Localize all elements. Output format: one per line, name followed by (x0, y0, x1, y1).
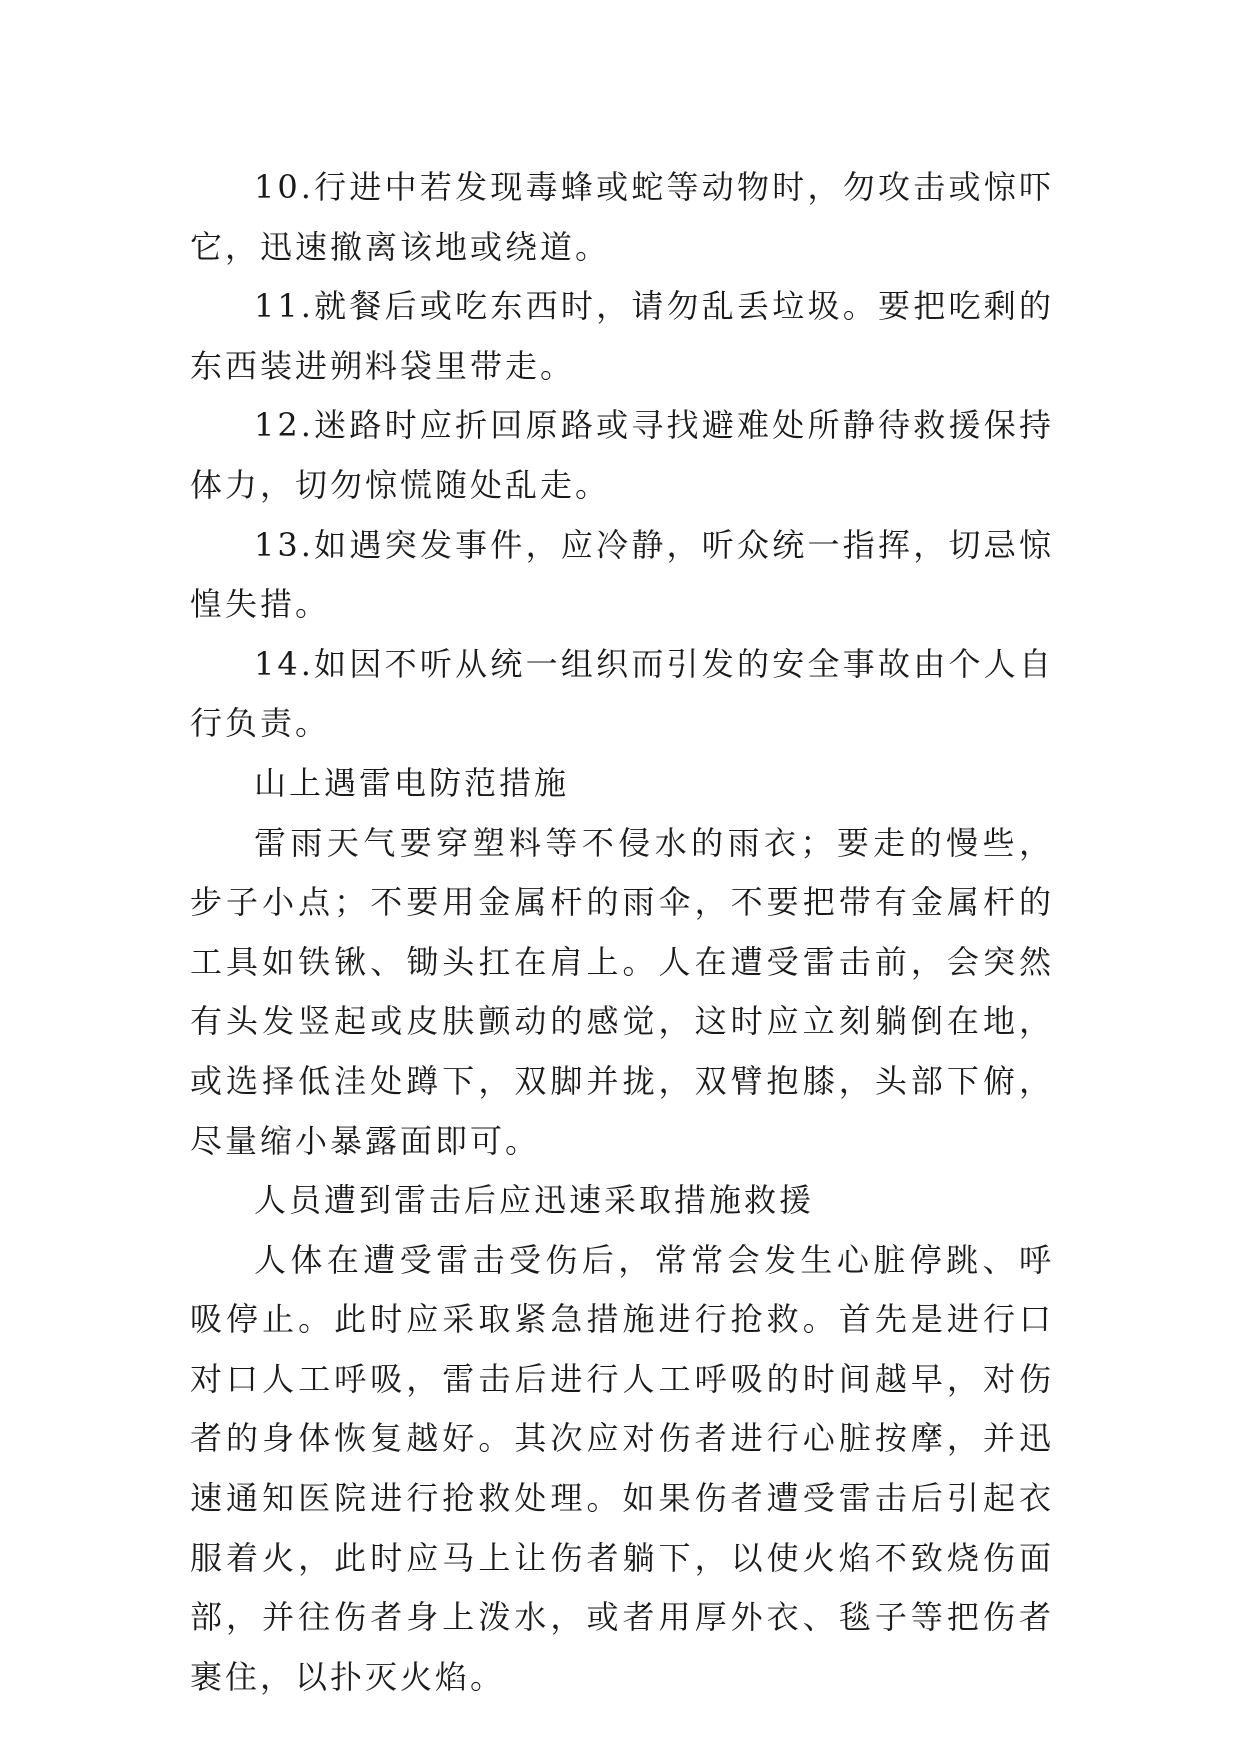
paragraph-lightning-rescue: 人体在遭受雷击受伤后，常常会发生心脏停跳、呼吸停止。此时应采取紧急措施进行抢救。首先是进行口对口人工呼吸，雷击后进行人工呼吸的时间越早，对伤者的身体恢复越好。其次应对伤者进行心脏按摩，并迅速通知医院进行抢救处理。如果伤者遭受雷击后引起衣服着火，此时应马上让伤者躺下，以使火焰不致烧伤面部，并往伤者身上泼水，或者用厚外衣、毯子等把伤者裹住，以扑灭火焰。 (190, 1240, 1054, 1696)
paragraph-lightning-prevention: 雷雨天气要穿塑料等不侵水的雨衣；要走的慢些，步子小点；不要用金属杆的雨伞，不要把带有金属杆的工具如铁锹、锄头扛在肩上。人在遭受雷击前，会突然有头发竖起或皮肤颤动的感觉，这时应立刻躺倒在地，或选择低洼处蹲下，双脚并拢，双臂抱膝，头部下俯，尽量缩小暴露面即可。 (190, 823, 1054, 1160)
paragraph-item-12: 12.迷路时应折回原路或寻找避难处所静待救援保持体力，切勿惊慌随处乱走。 (190, 406, 1054, 504)
paragraph-item-14: 14.如因不听从统一组织而引发的安全事故由个人自行负责。 (190, 644, 1054, 743)
paragraph-item-13: 13.如遇突发事件，应冷静，听众统一指挥，切忌惊惶失措。 (190, 525, 1054, 624)
document-body (190, 158, 1054, 1707)
paragraph-item-10: 10.行进中若发现毒蜂或蛇等动物时，勿攻击或惊吓它，迅速撤离该地或绕道。 (190, 168, 1054, 266)
paragraph-item-11: 11.就餐后或吃东西时，请勿乱丢垃圾。要把吃剩的东西装进朔料袋里带走。 (190, 287, 1054, 385)
section-heading-lightning-rescue: 人员遭到雷击后应迅速采取措施救援 (254, 1181, 815, 1220)
section-heading-lightning-prevention: 山上遇雷电防范措施 (254, 763, 570, 802)
